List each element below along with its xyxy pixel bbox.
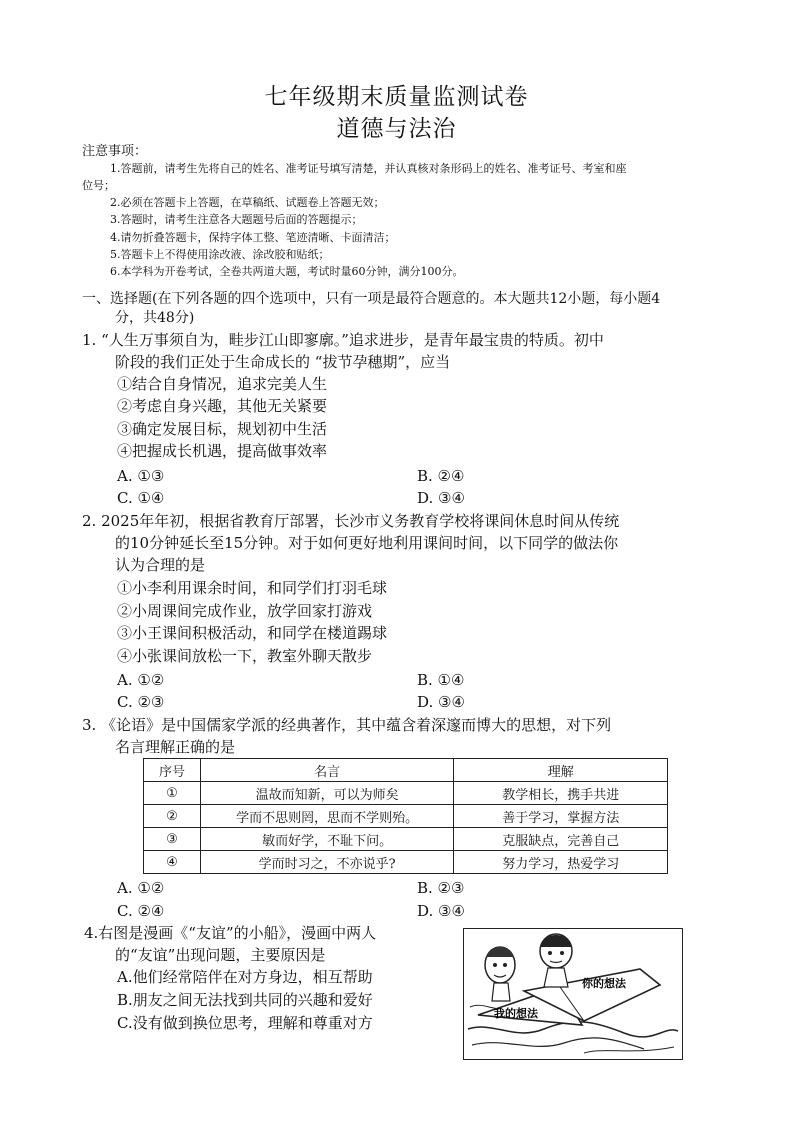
note-item: 1.答题前，请考生先将自己的姓名、准考证号填写清楚，并认真核对条形码上的姓名、准考证号、考室和座 <box>110 162 627 175</box>
question-2-stem-cont: 认为合理的是 <box>115 556 206 574</box>
table-header: 理解 <box>454 759 668 782</box>
table-cell: 教学相长，携手共进 <box>454 782 668 805</box>
question-1-item: ②考虑自身兴趣，其他无关紧要 <box>117 397 328 415</box>
question-1-item: ③确定发展目标，规划初中生活 <box>117 420 328 438</box>
question-2-option-d[interactable]: D. ③④ <box>417 693 465 711</box>
table-cell: ③ <box>144 828 201 851</box>
question-1-stem: 1. “人生万事须自为，畦步江山即寥廓。”追求进步，是青年最宝贵的特质。初中 <box>82 331 604 349</box>
question-2-item: ①小李利用课余时间，和同学们打羽毛球 <box>117 579 388 597</box>
table-header: 名言 <box>200 759 454 782</box>
question-3-stem: 3. 《论语》是中国儒家学派的经典著作，其中蕴含着深邃而博大的思想，对下列 <box>82 716 612 734</box>
note-item: 位号； <box>82 179 115 192</box>
note-item: 6.本学科为开卷考试，全卷共两道大题，考试时量60分钟，满分100分。 <box>110 265 464 278</box>
question-3-option-b[interactable]: B. ②③ <box>417 879 465 897</box>
question-2-option-a[interactable]: A. ①② <box>117 671 165 689</box>
table-cell: 努力学习，热爱学习 <box>454 851 668 874</box>
cartoon-drawing <box>464 929 682 1059</box>
question-2-option-c[interactable]: C. ②③ <box>117 693 165 711</box>
question-2-item: ④小张课间放松一下，教室外聊天散步 <box>117 647 373 665</box>
question-2-item: ③小王课间积极活动，和同学在楼道踢球 <box>117 624 388 642</box>
table-cell: 学而不思则罔，思而不学则殆。 <box>200 805 454 828</box>
question-2-option-b[interactable]: B. ①④ <box>417 671 465 689</box>
table-cell: 敏而好学，不耻下问。 <box>200 828 454 851</box>
question-1-option-c[interactable]: C. ①④ <box>117 489 165 507</box>
question-1-option-b[interactable]: B. ②④ <box>417 467 465 485</box>
note-item: 2.必须在答题卡上答题，在草稿纸、试题卷上答题无效； <box>110 196 385 209</box>
question-1-item: ①结合自身情况，追求完美人生 <box>117 375 328 393</box>
table-cell: 温故而知新，可以为师矣 <box>200 782 454 805</box>
table-row <box>144 851 668 874</box>
label-my-idea: 我的想法 <box>494 1007 538 1020</box>
table-cell: 学而时习之，不亦说乎? <box>200 851 454 874</box>
question-3-option-a[interactable]: A. ①② <box>117 879 165 897</box>
question-1-stem-cont: 阶段的我们正处于生命成长的 “拔节孕穗期”，应当 <box>115 353 451 371</box>
table-cell: 善于学习，掌握方法 <box>454 805 668 828</box>
note-item: 4.请勿折叠答题卡，保持字体工整、笔迹清晰、卡面清洁； <box>110 231 396 244</box>
table-cell: 克服缺点，完善自己 <box>454 828 668 851</box>
question-3-stem-cont: 名言理解正确的是 <box>115 738 236 756</box>
question-1-option-a[interactable]: A. ①③ <box>117 467 165 485</box>
quotes-table <box>143 758 668 874</box>
note-item: 5.答题卡上不得使用涂改液、涂改胶和贴纸； <box>110 248 330 261</box>
table-cell: ① <box>144 782 201 805</box>
table-header-row <box>144 759 668 782</box>
question-2-stem-cont: 的10分钟延长至15分钟。对于如何更好地利用课间时间，以下同学的做法你 <box>115 534 619 552</box>
section-heading: 一、选择题(在下列各题的四个选项中，只有一项是最符合题意的。本大题共12小题，每小题4 <box>82 291 661 307</box>
notes-heading: 注意事项： <box>82 144 148 159</box>
question-4-stem-cont: 的“友谊”出现问题，主要原因是 <box>115 946 326 964</box>
table-row <box>144 782 668 805</box>
section-heading-cont: 分，共48分) <box>115 310 195 326</box>
note-item: 3.答题时，请考生注意各大题题号后面的答题提示； <box>110 213 363 226</box>
question-1-item: ④把握成长机遇，提高做事效率 <box>117 442 328 460</box>
table-row <box>144 828 668 851</box>
question-4-option-a[interactable]: A.他们经常陪伴在对方身边，相互帮助 <box>117 968 373 986</box>
table-cell: ④ <box>144 851 201 874</box>
exam-title: 七年级期末质量监测试卷 <box>264 84 529 110</box>
table-row <box>144 805 668 828</box>
label-your-idea: 你的想法 <box>582 977 626 990</box>
question-4-stem: 4.右图是漫画《“友谊”的小船》，漫画中两人 <box>84 924 377 942</box>
question-3-option-c[interactable]: C. ②④ <box>117 902 165 920</box>
question-3-option-d[interactable]: D. ③④ <box>417 902 465 920</box>
question-2-stem: 2. 2025年年初，根据省教育厅部署，长沙市义务教育学校将课间休息时间从传统 <box>82 512 620 530</box>
question-4-option-c[interactable]: C.没有做到换位思考，理解和尊重对方 <box>117 1014 373 1032</box>
friendship-boat-cartoon <box>463 928 683 1060</box>
question-4-option-b[interactable]: B.朋友之间无法找到共同的兴趣和爱好 <box>117 991 373 1009</box>
subject-title: 道德与法治 <box>336 116 457 142</box>
question-2-item: ②小周课间完成作业，放学回家打游戏 <box>117 602 373 620</box>
table-cell: ② <box>144 805 201 828</box>
table-header: 序号 <box>144 759 201 782</box>
question-1-option-d[interactable]: D. ③④ <box>417 489 465 507</box>
